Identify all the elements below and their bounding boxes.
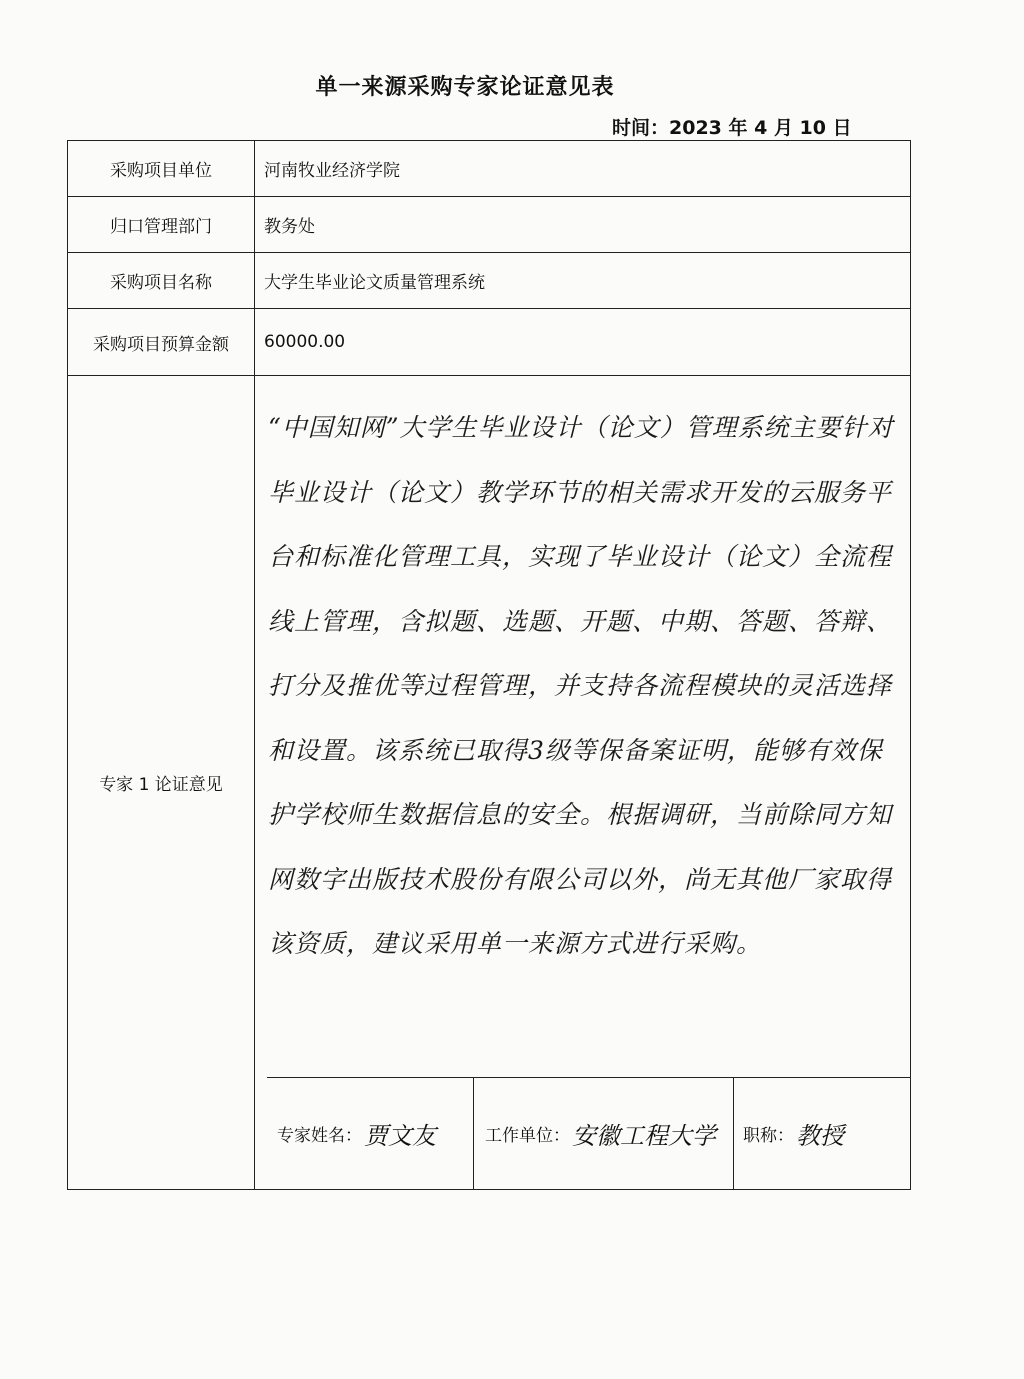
opinion-handwritten-text: “中国知网”大学生毕业设计（论文）管理系统主要针对毕业设计（论文）教学环节的相关需求开发的云服务平台和标准化管理工具，实现了毕业设计（论文）全流程线上管理，含拟题、选题、开题、中期、答题、答辩、打分及推优等过程管理，并支持各流程模块的灵活选择和设置。该系统已取得3级等保备案证明，能够有效保护学校师生数据信息的安全。根据调研，当前除同方知网数字出版技术股份有限公司以外，尚无其他厂家取得该资质，建议采用单一来源方式进行采购。: [268, 413, 894, 958]
table-row: [68, 253, 910, 309]
form-table: [67, 140, 911, 1190]
work-unit-label: 工作单位：: [485, 1126, 570, 1146]
work-unit-handwritten: 安徽工程大学: [572, 1122, 716, 1150]
row-value-department: 教务处: [264, 217, 315, 237]
document-date: 时间：2023 年 4 月 10 日: [612, 117, 852, 139]
table-row: [68, 197, 910, 253]
work-unit-field: [485, 1078, 716, 1189]
row-value-project-name: 大学生毕业论文质量管理系统: [264, 273, 485, 293]
row-value-budget: 60000.00: [264, 332, 346, 352]
row-label-unit: 采购项目单位: [68, 141, 255, 196]
opinion-label: 专家 1 论证意见: [68, 376, 255, 1189]
expert-name-field: [277, 1078, 436, 1189]
table-row: [68, 309, 910, 376]
signature-row: [267, 1077, 910, 1189]
table-row: [68, 141, 910, 197]
row-label-project-name: 采购项目名称: [68, 253, 255, 308]
row-label-department: 归口管理部门: [68, 197, 255, 252]
title-field: [743, 1078, 844, 1189]
expert-name-label: 专家姓名：: [277, 1126, 362, 1146]
divider: [473, 1078, 474, 1189]
divider: [733, 1078, 734, 1189]
row-value-unit: 河南牧业经济学院: [264, 161, 400, 181]
expert-name-signature: 贾文友: [364, 1122, 436, 1150]
title-handwritten: 教授: [796, 1122, 844, 1150]
document-title: 单一来源采购专家论证意见表: [315, 74, 615, 100]
title-label: 职称：: [743, 1126, 794, 1146]
row-label-budget: 采购项目预算金额: [68, 309, 255, 375]
